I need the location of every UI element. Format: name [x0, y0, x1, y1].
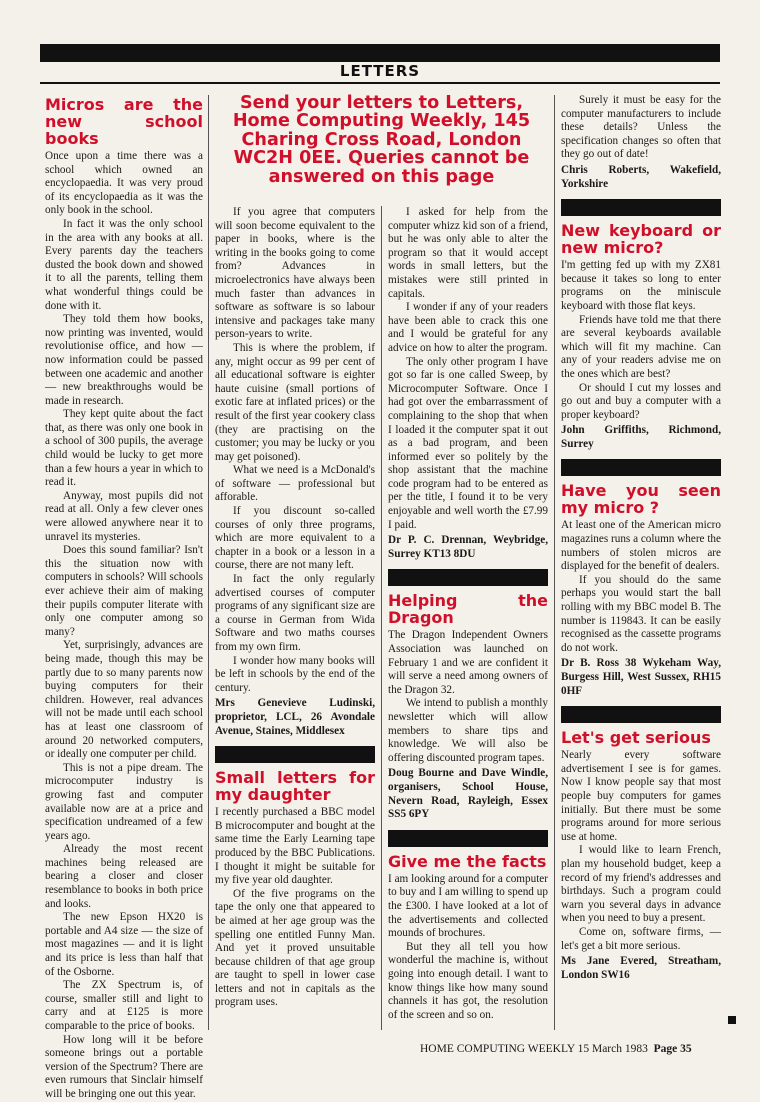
letter-paragraph: In fact it was the only school in the area with any books at all. Every parents day the teachers dusted the book down and showed it to all the parents, telling them what wonderful things could be done with it.	[45, 217, 203, 312]
letter-paragraph: How long will it be before someone brings out a portable version of the Spectrum? There are even rumours that Sinclair himself will be bringing one out this year.	[45, 1033, 203, 1100]
letter-signature: John Griffiths, Richmond, Surrey	[561, 424, 721, 450]
letter-paragraph: If you discount so-called courses of only three programs, which are more equivalent to a chapter in a book or a lesson in a course, there are not many left.	[215, 505, 375, 572]
letter-headline: Micros are the new school books	[45, 95, 203, 148]
letter-headline: Helping the Dragon	[388, 591, 548, 628]
letter-paragraph: I'm getting fed up with my ZX81 because it takes so long to enter programs on the miniscule keyboard with those flat keys.	[561, 259, 721, 312]
letter-paragraph: The new Epson HX20 is portable and A4 size — the size of most magazines — and it is light and its price is less than half that of the Osborne.	[45, 911, 203, 978]
top-rule-bar	[40, 44, 720, 62]
letter-paragraph: If you should do the same perhaps you would start the ball rolling with my BBC model B. The number is 119843. It can be easily recognised as the cassette programs do not work.	[561, 573, 721, 654]
letter-signature: Chris Roberts, Wakefield, Yorkshire	[561, 163, 721, 190]
letter-paragraph: We intend to publish a monthly newsletter which will allow members to share tips and knowledge. We will also be offering discounted program tapes.	[388, 697, 548, 764]
letter-headline: Have you seen my micro ?	[561, 481, 721, 518]
letter-paragraph: Nearly every software advertisement I see is for games. Now I know people say that most people buy computers for games initially. But there must be some programs around for more serious use at home.	[561, 749, 721, 843]
column-divider	[381, 206, 382, 1030]
letter-paragraph: Surely it must be easy for the computer manufacturers to include these details? Unless the specification changes so often that they go out of date!	[561, 94, 721, 161]
letter-signature: Ms Jane Evered, Streatham, London SW16	[561, 955, 721, 981]
column-1	[45, 94, 203, 1102]
letter-paragraph: The ZX Spectrum is, of course, smaller still and light to carry and at £125 is more comparable to the price of books.	[45, 979, 203, 1032]
letter-paragraph: Or should I cut my losses and go out and buy a computer with a proper keyboard?	[561, 381, 721, 421]
section-header	[40, 62, 720, 82]
letter-paragraph: But they all tell you how wonderful the machine is, without going into enough detail. I want to know things like how many sound channels it has got, the resolution of the screen and so on.	[388, 940, 548, 1021]
letter-paragraph: They kept quite about the fact that, as there was only one book in a school of 300 pupils, the average child would be lucky to get more than a few hours a year in which to read it.	[45, 408, 203, 489]
letter-paragraph: This is not a pipe dream. The microcomputer industry is growing fast and computer available now are at a price and specification undreamed of a few years ago.	[45, 761, 203, 842]
letter-paragraph: In fact the only regularly advertised courses of computer programs of any significant size are a course in German from Wida Software and two maths courses from my own firm.	[215, 573, 375, 653]
letter-paragraph: Once upon a time there was a school which owned an encyclopaedia. It was very proud of its encyclopaedia as it was the only book in the school.	[45, 150, 203, 217]
letter-paragraph: I would like to learn French, plan my household budget, keep a record of my friend's addresses and birthdays. Such a program could warn you several days in advance when you need to buy a present.	[561, 844, 721, 925]
letter-signature: Dr B. Ross 38 Wykeham Way, Burgess Hill, West Sussex, RH15 0HF	[561, 657, 721, 697]
page-footer	[420, 1043, 692, 1055]
letter-paragraph: Does this sound familiar? Isn't this the situation now with computers in schools? Will schools ever achieve their aim of making their pupils computer literate with only one computer among so many?	[45, 544, 203, 638]
header-underline	[40, 82, 720, 84]
letter-paragraph: What we need is a McDonald's of software — professional but afforable.	[215, 464, 375, 504]
letter-signature: Doug Bourne and Dave Windle, organisers, School House, Nevern Road, Rayleigh, Essex SS5 6PY	[388, 767, 548, 821]
column-2	[215, 206, 375, 1010]
letter-paragraph: The only other program I have got so far is one called Sweep, by Microcomputer Software. Once I had got over the embarrassment of complaining to the shop that when I loaded it the computer spat it out as a bad program, and been informed ever so politely by the shop assistant that the machine code program had to be entered as per the title, I found it to be very enjoyable and well worth the £7.99 I paid.	[388, 355, 548, 531]
letter-headline: New keyboard or new micro?	[561, 221, 721, 258]
column-divider	[554, 95, 555, 1030]
end-of-article-mark	[728, 1016, 736, 1024]
letter-paragraph: Yet, surprisingly, advances are being made, though this may be partly due to so many parents now buying computers for their children. However, real advances will not be made until each school has at least one classroom of around 20 networked computers, or ideally one computer per child.	[45, 639, 203, 761]
letter-paragraph: I recently purchased a BBC model B microcomputer and bought at the same time the Early Learning tape produced by the BBC Publications. I thought it might be suitable for my five year old daughter.	[215, 806, 375, 887]
submission-banner: Send your letters to Letters, Home Computing Weekly, 145 Charing Cross Road, London WC2H 0EE. Queries cannot be answered on this page	[232, 93, 531, 187]
column-4	[561, 94, 721, 982]
letter-paragraph: I asked for help from the computer whizz kid son of a friend, but he was only able to alter the program so that it would accept words in small letters, but the mistakes were still printed in capitals.	[388, 206, 548, 300]
letter-signature: Dr P. C. Drennan, Weybridge, Surrey KT13 8DU	[388, 534, 548, 560]
letter-headline: Small letters for my daughter	[215, 768, 375, 805]
publication-line: HOME COMPUTING WEEKLY 15 March 1983	[420, 1043, 648, 1055]
letter-paragraph: This is where the problem, if any, might occur as 99 per cent of all educational software is eighter haute cuisine (small portions of exotic fare at inflated prices) or the result of the first year cookery class (they are practising on the customer; you may be lucky or you may get poisoned).	[215, 341, 375, 463]
section-divider-bar	[561, 706, 721, 723]
letter-paragraph: Of the five programs on the tape the only one that appeared to be aimed at her age group was the spelling one entitled Funny Man. And yet it proved unsuitable because children of that age group are taught to spell in lower case letters and not in capitals as the program uses.	[215, 887, 375, 1009]
letter-paragraph: The Dragon Independent Owners Association was launched on February 1 and we are confident it will serve a need among owners of the Dragon 32.	[388, 629, 548, 696]
section-divider-bar	[388, 569, 548, 586]
letter-paragraph: Friends have told me that there are several keyboards available which will fit my machine. Can any of your readers advise me on the ones which are best?	[561, 313, 721, 380]
letter-paragraph: They told them how books, now printing was invented, would revolutionise office, and how — now information could be passed between one academic and another — new breakthroughs would be made in research.	[45, 313, 203, 407]
column-3	[388, 206, 548, 1022]
letter-paragraph: At least one of the American micro magazines runs a column where the numbers of stolen micros are displayed for the benefit of dealers.	[561, 519, 721, 573]
letter-headline: Give me the facts	[388, 851, 547, 871]
letter-paragraph: If you agree that computers will soon become equivalent to the paper in books, where is the writing in the books going to come from? Advances in microelectronics have always been much faster than advances in software as software is so labour intensive and packages take many person-years to write.	[215, 206, 375, 341]
section-divider-bar	[561, 459, 721, 476]
letter-paragraph: Anyway, most pupils did not read at all. Only a few clever ones were allowed anywhere near it to unravel its mysteries.	[45, 489, 203, 543]
letter-paragraph: Come on, software firms, — let's get a bit more serious.	[561, 925, 721, 952]
letter-paragraph: I wonder how many books will be left in schools by the end of the century.	[215, 654, 375, 694]
section-divider-bar	[215, 746, 375, 763]
section-title: LETTERS	[339, 62, 421, 80]
column-divider	[208, 95, 209, 1030]
letter-paragraph: I wonder if any of your readers have been able to crack this one and I would be grateful for any advice on how to alter the program.	[388, 301, 548, 354]
letter-headline: Let's get serious	[561, 728, 711, 748]
page-number: Page 35	[653, 1043, 692, 1055]
letter-paragraph: I am looking around for a computer to buy and I am willing to spend up the £300. I have looked at a lot of the advertisements and collected mounds of brochures.	[388, 872, 548, 940]
letter-paragraph: Already the most recent machines being released are bearing a closer and closer resemblance to books in both price and looks.	[45, 843, 203, 910]
letter-signature: Mrs Genevieve Ludinski, proprietor, LCL, 26 Avondale Avenue, Staines, Middlesex	[215, 697, 375, 737]
section-divider-bar	[388, 830, 548, 847]
section-divider-bar	[561, 199, 721, 216]
